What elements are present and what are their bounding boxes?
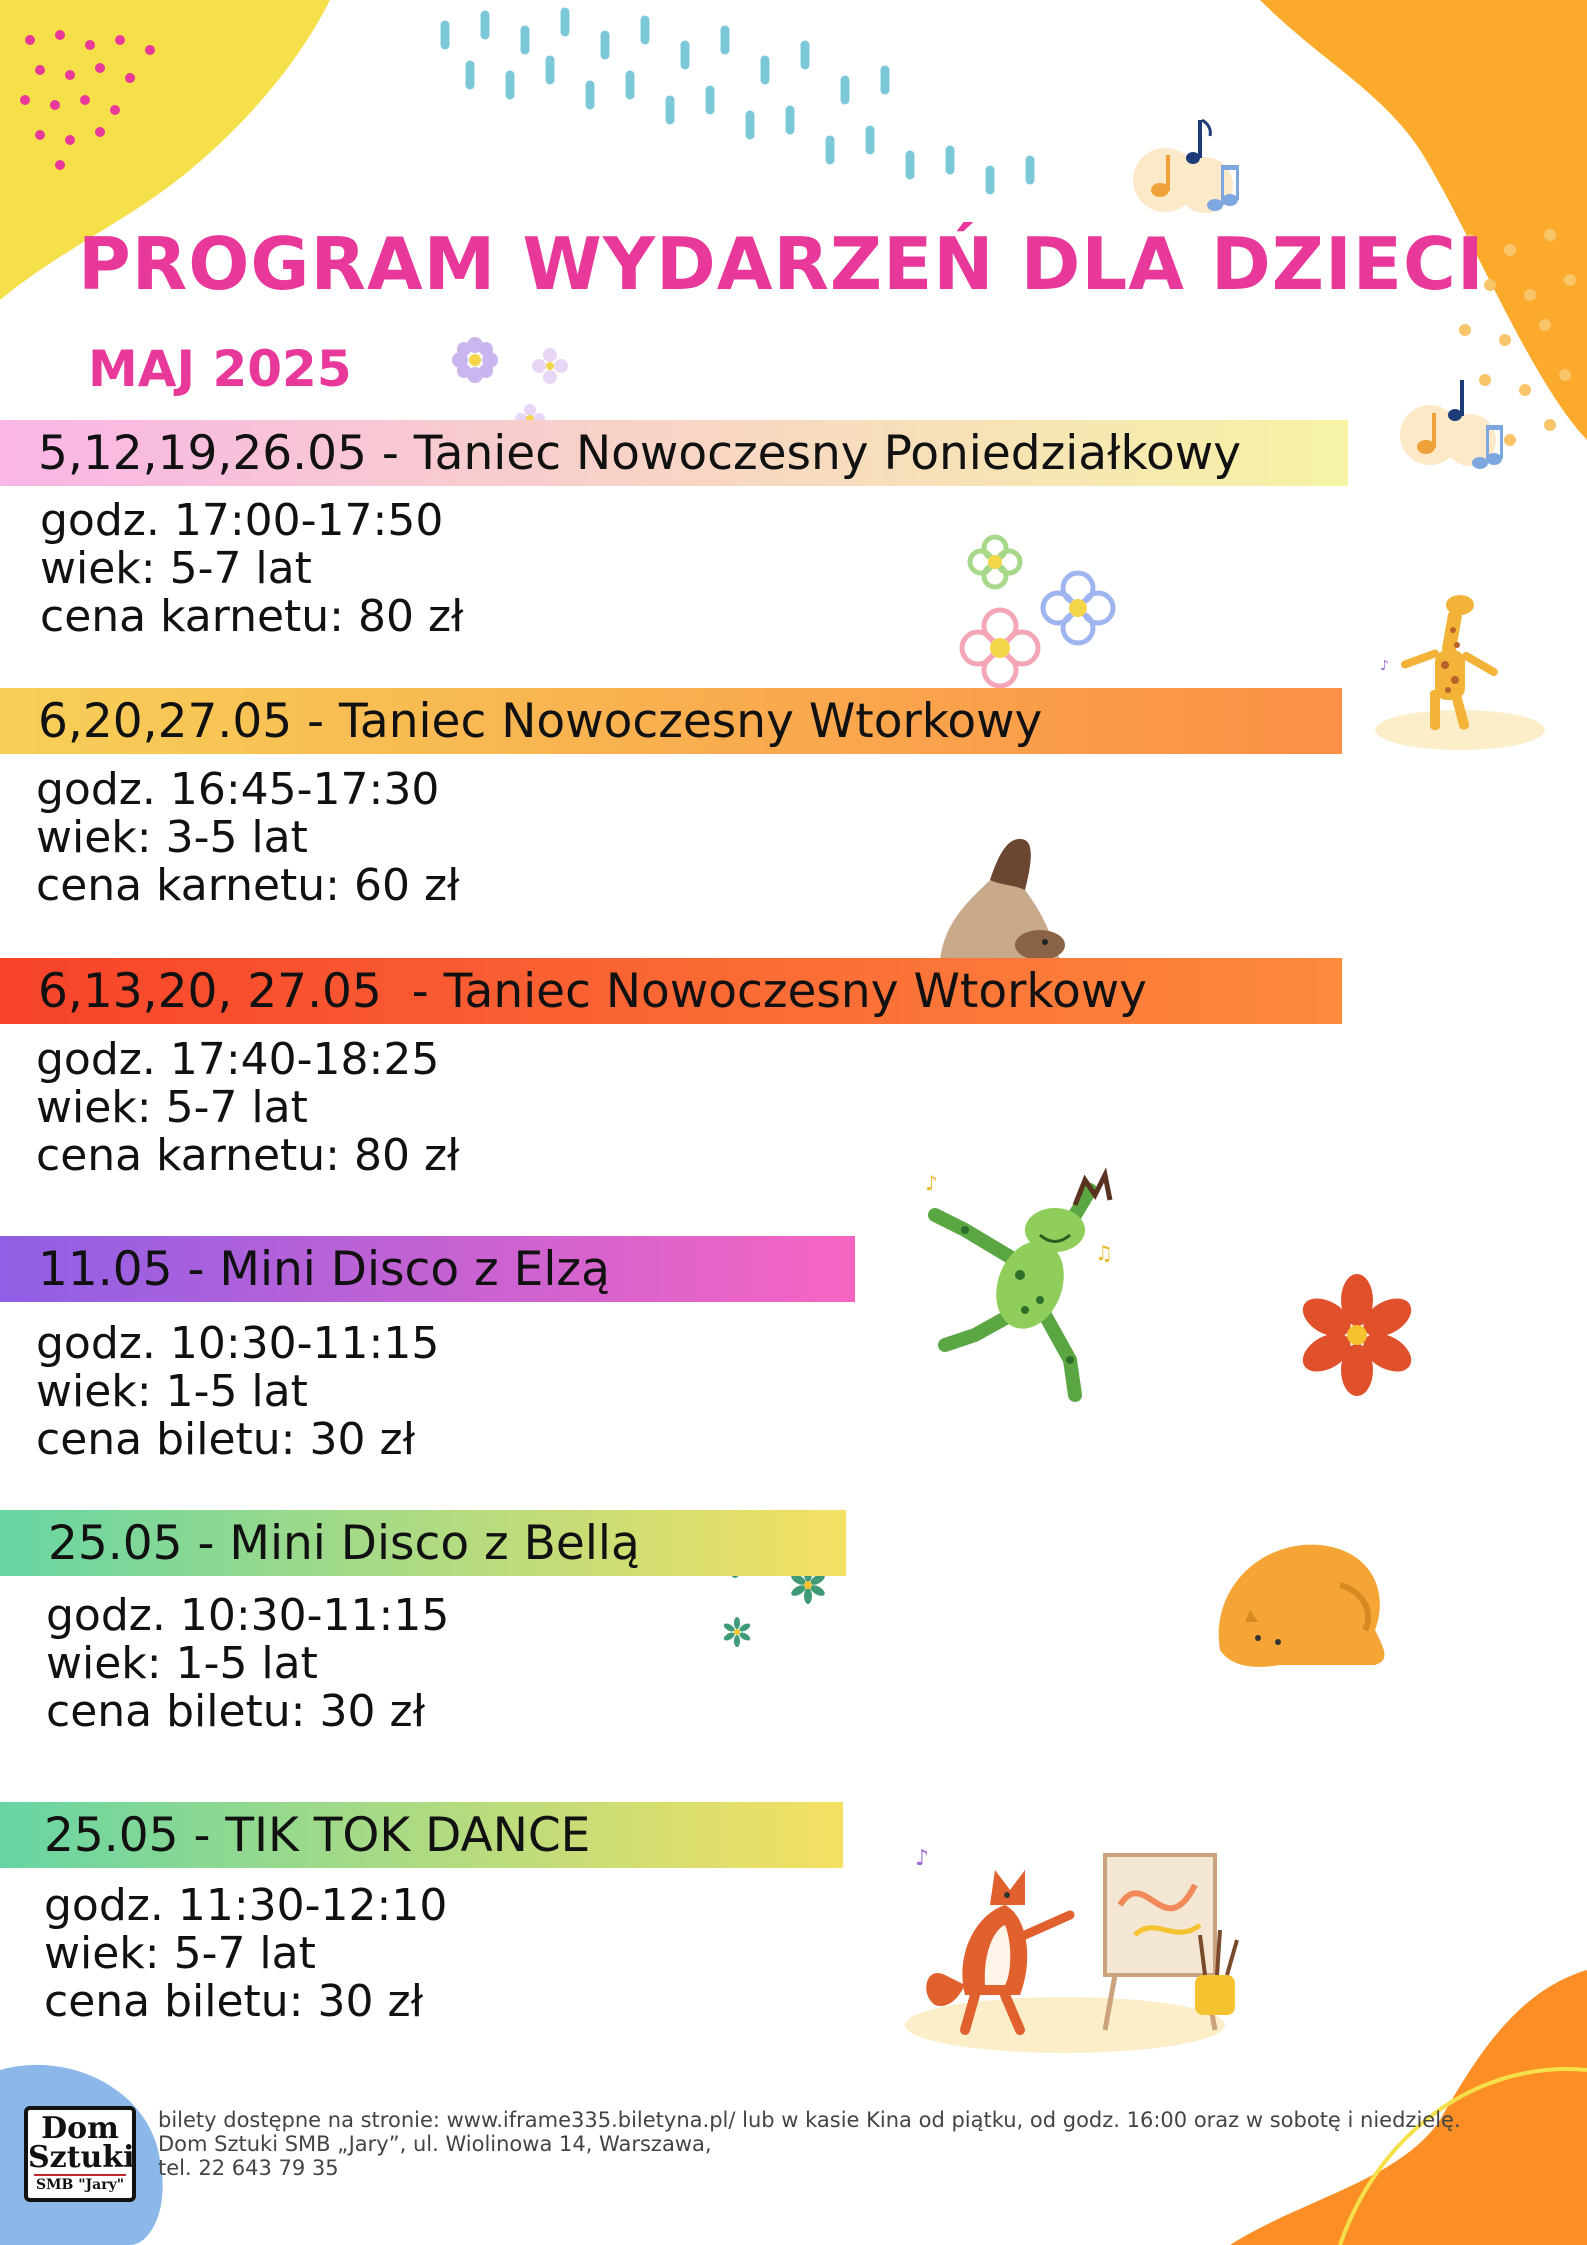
svg-text:♪: ♪ (915, 1846, 930, 1871)
event-age: wiek: 1-5 lat (46, 1638, 318, 1689)
red-flower-icon (1292, 1270, 1422, 1400)
event-age: wiek: 5-7 lat (44, 1928, 316, 1979)
event-time: godz. 16:45-17:30 (36, 764, 440, 815)
logo-line-2: Sztuki (28, 2140, 135, 2175)
music-notes-icon (1120, 110, 1240, 230)
event-heading: 25.05 - TIK TOK DANCE (44, 1807, 591, 1863)
event-price: cena biletu: 30 zł (46, 1686, 426, 1737)
giraffe-icon (1360, 580, 1550, 760)
logo-line-1: Dom (41, 2111, 119, 2146)
event-heading-bar (0, 420, 1348, 486)
svg-text:♪: ♪ (925, 1171, 938, 1195)
logo-line-3: SMB "Jary" (34, 2174, 126, 2194)
footer-tickets-info: bilety dostępne na stronie: www.iframe335.biletyna.pl/ lub w kasie Kina od piątku, od godz. 16:00 oraz w sobotę i niedzielę. (158, 2108, 1461, 2132)
dog-icon (930, 830, 1080, 960)
event-price: cena karnetu: 60 zł (36, 860, 460, 911)
event-age: wiek: 5-7 lat (40, 543, 312, 594)
event-age: wiek: 1-5 lat (36, 1366, 308, 1417)
flowers-icon (950, 530, 1140, 700)
event-price: cena karnetu: 80 zł (40, 591, 464, 642)
dom-sztuki-logo (24, 2106, 136, 2202)
event-details (36, 1320, 439, 1464)
event-details (44, 1882, 447, 2026)
footer-address: Dom Sztuki SMB „Jary”, ul. Wiolinowa 14, Warszawa, (158, 2132, 712, 2156)
pink-dots-decoration (10, 20, 180, 190)
frog-icon (905, 1160, 1165, 1420)
fox-painter-icon (905, 1825, 1265, 2055)
event-heading-bar (0, 688, 1342, 754)
event-heading: 6,20,27.05 - Taniec Nowoczesny Wtorkowy (38, 693, 1043, 749)
event-age: wiek: 3-5 lat (36, 812, 308, 863)
event-time: godz. 10:30-11:15 (46, 1590, 450, 1641)
small-flowers-icon (440, 325, 570, 435)
event-time: godz. 11:30-12:10 (44, 1880, 448, 1931)
event-details (46, 1592, 449, 1736)
event-price: cena biletu: 30 zł (44, 1976, 424, 2027)
svg-text:♫: ♫ (1095, 1241, 1113, 1265)
event-heading-bar (0, 1802, 843, 1868)
event-heading-bar (0, 1510, 846, 1576)
event-time: godz. 17:00-17:50 (40, 495, 444, 546)
event-details (40, 497, 464, 641)
event-details (36, 766, 460, 910)
event-time: godz. 17:40-18:25 (36, 1034, 440, 1085)
event-heading: 25.05 - Mini Disco z Bellą (48, 1515, 640, 1571)
page-subtitle: MAJ 2025 (88, 340, 352, 398)
event-heading: 5,12,19,26.05 - Taniec Nowoczesny Poniedziałkowy (38, 425, 1242, 481)
event-price: cena biletu: 30 zł (36, 1414, 416, 1465)
cat-icon (1200, 1530, 1410, 1680)
footer-phone: tel. 22 643 79 35 (158, 2156, 339, 2180)
footer-info (158, 2108, 1538, 2180)
teal-dashes-decoration (430, 0, 1070, 200)
event-age: wiek: 5-7 lat (36, 1082, 308, 1133)
event-heading: 6,13,20, 27.05 - Taniec Nowoczesny Wtorkowy (38, 963, 1147, 1019)
page-title: PROGRAM WYDARZEŃ DLA DZIECI (78, 222, 1485, 306)
music-notes-icon-right (1390, 375, 1510, 485)
event-heading: 11.05 - Mini Disco z Elzą (38, 1241, 610, 1297)
event-time: godz. 10:30-11:15 (36, 1318, 440, 1369)
event-heading-bar (0, 1236, 855, 1302)
event-details (36, 1036, 460, 1180)
event-heading-bar (0, 958, 1342, 1024)
svg-text:♪: ♪ (1380, 658, 1389, 674)
event-price: cena karnetu: 80 zł (36, 1130, 460, 1181)
